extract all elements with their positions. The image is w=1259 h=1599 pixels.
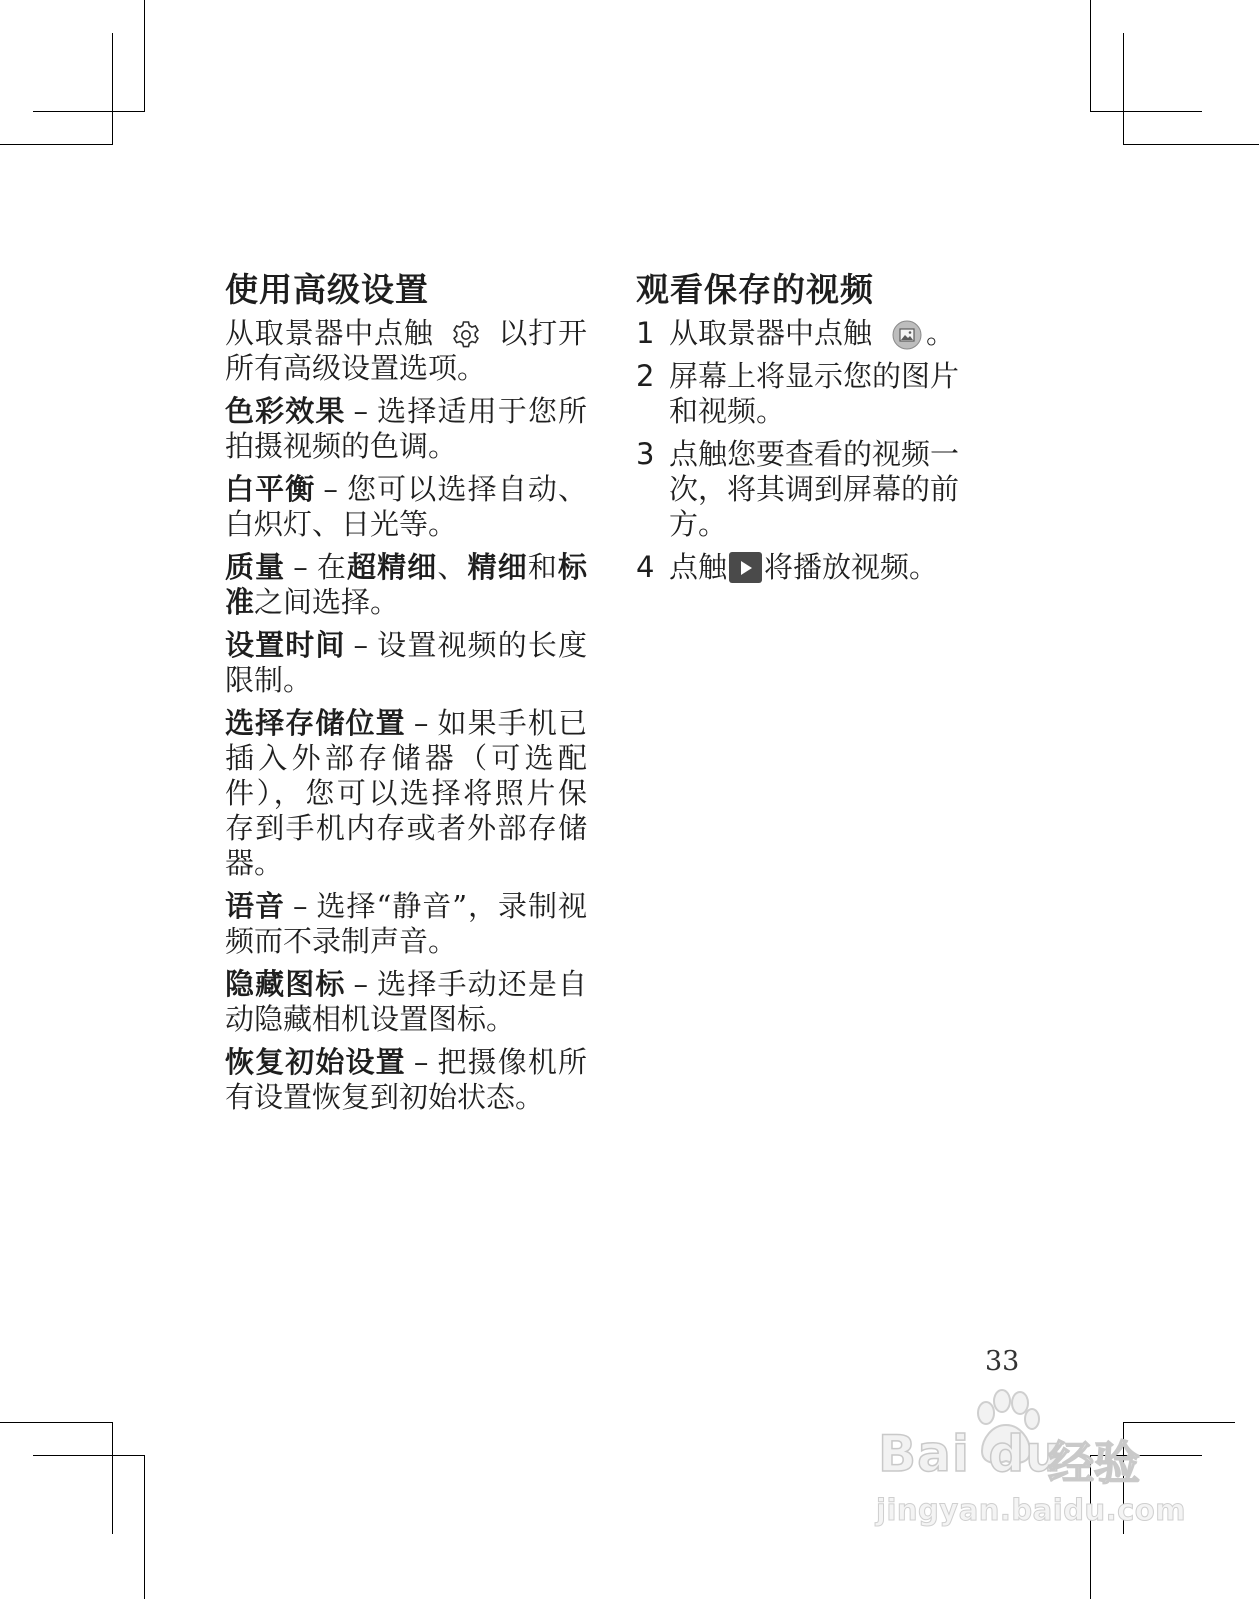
intro-text: 从取景器中点触 [225, 316, 434, 350]
setting-desc: 选择手动还是自动隐藏相机设置图标。 [225, 967, 587, 1036]
setting-item [225, 1045, 587, 1115]
crop-mark [1123, 144, 1259, 145]
crop-mark [0, 1422, 112, 1423]
setting-item [225, 967, 587, 1037]
dash: – [292, 889, 308, 923]
dash: – [413, 706, 429, 740]
setting-desc: 如果手机已插入外部存储器（可选配件），您可以选择将照片保存到手机内存或者外部存储器。 [225, 706, 587, 880]
crop-mark [112, 1422, 113, 1534]
dash: – [293, 550, 308, 584]
step-item [636, 316, 986, 351]
page-number: 33 [985, 1346, 1020, 1377]
baidu-jingyan-watermark [872, 1385, 1186, 1535]
watermark-url: jingyan.baidu.com [876, 1493, 1186, 1527]
setting-desc: 之间选择。 [254, 585, 400, 619]
step-item [636, 359, 986, 429]
step-text [669, 316, 986, 351]
quality-option: 精细 [467, 550, 528, 584]
intro-text: 以打开所有高级设置选项。 [225, 316, 587, 385]
setting-term: 恢复初始设置 [225, 1045, 406, 1079]
setting-term: 语音 [225, 889, 285, 923]
watermark-logo: Bai du [878, 1425, 1062, 1483]
crop-mark [33, 1455, 145, 1456]
setting-term: 质量 [225, 550, 286, 584]
section-heading: 使用高级设置 [225, 270, 429, 309]
step-number: 3 [636, 437, 655, 471]
crop-mark [1123, 33, 1124, 145]
crop-mark [1090, 0, 1091, 112]
section-heading: 观看保存的视频 [636, 270, 874, 309]
setting-item [225, 706, 587, 881]
setting-desc: 您可以选择自动、白炽灯、日光等。 [225, 472, 587, 541]
setting-term: 隐藏图标 [225, 967, 346, 1001]
setting-desc: 、 [437, 550, 468, 584]
dash: – [353, 628, 369, 662]
play-icon [729, 552, 762, 583]
watermark-cn: 经验 [1048, 1436, 1140, 1490]
step-number: 4 [636, 550, 655, 584]
setting-desc: 选择适用于您所拍摄视频的色调。 [225, 394, 587, 463]
dash: – [323, 472, 338, 506]
dash: – [413, 1045, 429, 1079]
step-text [669, 550, 986, 585]
step-text-part: 点触 [669, 550, 728, 584]
crop-mark [144, 1455, 145, 1599]
setting-item [225, 628, 587, 698]
quality-option: 标准 [225, 550, 587, 619]
step-text-part: 从取景器中点触 [669, 316, 873, 350]
crop-mark [33, 111, 145, 112]
crop-mark [112, 33, 113, 145]
step-text: 屏幕上将显示您的图片和视频。 [669, 359, 960, 428]
setting-desc: 设置视频的长度限制。 [225, 628, 587, 697]
step-text-part: 将播放视频。 [764, 550, 939, 584]
step-text-part: 。 [926, 316, 956, 350]
intro-paragraph [225, 316, 587, 386]
setting-item [225, 550, 587, 620]
view-saved-videos-section [636, 268, 986, 593]
setting-term: 色彩效果 [225, 394, 346, 428]
step-number: 2 [636, 359, 655, 393]
gear-icon [450, 319, 482, 351]
setting-term: 白平衡 [225, 472, 316, 506]
setting-item [225, 394, 587, 464]
crop-mark [1090, 111, 1202, 112]
setting-desc: 和 [527, 550, 558, 584]
setting-desc: 在 [315, 550, 348, 584]
setting-item [225, 472, 587, 542]
setting-term: 设置时间 [225, 628, 346, 662]
setting-desc: 把摄像机所有设置恢复到初始状态。 [225, 1045, 587, 1114]
gallery-icon [892, 320, 922, 350]
setting-term: 选择存储位置 [225, 706, 406, 740]
step-number: 1 [636, 316, 655, 350]
advanced-settings-section [225, 268, 587, 1123]
step-item [636, 437, 986, 542]
step-text: 点触您要查看的视频一次，将其调到屏幕的前方。 [669, 437, 960, 541]
crop-mark [0, 144, 112, 145]
crop-mark [144, 0, 145, 112]
step-item [636, 550, 986, 585]
quality-option: 超精细 [347, 550, 438, 584]
dash: – [353, 394, 369, 428]
setting-desc: 选择“静音”，录制视频而不录制声音。 [225, 889, 587, 958]
setting-item [225, 889, 587, 959]
dash: – [353, 967, 369, 1001]
